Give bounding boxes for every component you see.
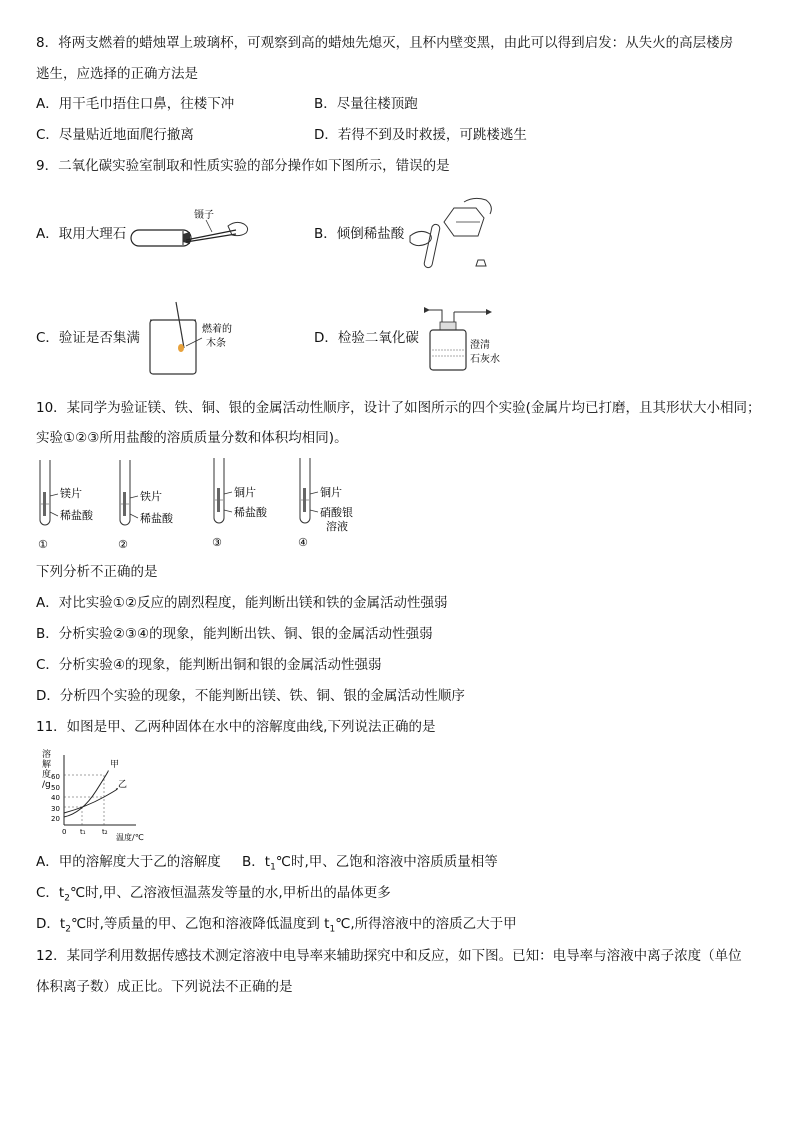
- q9-stem: 9．二氧化碳实验室制取和性质实验的部分操作如下图所示，错误的是: [36, 158, 450, 174]
- q9-option-c: C．验证是否集满: [36, 330, 140, 346]
- tube-2-number: ②: [118, 538, 128, 551]
- xtick-t1: t₁: [80, 828, 86, 836]
- q8-stem-line1: 8．将两支燃着的蜡烛罩上玻璃杯，可观察到高的蜡烛先熄灭，且杯内壁变黑，由此可以得到启发：从失火的高层楼房: [36, 35, 734, 51]
- xtick-t2: t₂: [102, 828, 108, 836]
- q9-option-b: B．倾倒稀盐酸: [314, 226, 405, 242]
- ylabel-char-4: /g: [42, 780, 51, 790]
- q9-option-d: D．检验二氧化碳: [314, 330, 419, 346]
- q10-option-b: B．分析实验②③④的现象，能判断出铁、铜、银的金属活动性强弱: [36, 626, 433, 642]
- q11-option-d: D．$t_2℃$时,等质量的甲、乙饱和溶液降低温度到 $t_1℃$,所得溶液中的溶质乙大于甲: [36, 916, 517, 935]
- tube-4-solution: 硝酸银: [320, 506, 353, 519]
- curve-yi: [64, 789, 118, 813]
- tube-1-number: ①: [38, 538, 48, 551]
- limewater-figure: [424, 304, 502, 374]
- test-tube-1: [38, 460, 94, 551]
- q8-option-c: C．尽量贴近地面爬行撤离: [36, 127, 194, 143]
- tube-4-metal: 铜片: [320, 486, 342, 499]
- limewater-label-2: 石灰水: [470, 354, 500, 365]
- q10-stem-line2: 实验①②③所用盐酸的溶质质量分数和体积均相同)。: [36, 430, 348, 446]
- test-tube-4: [298, 458, 353, 549]
- xtick-0: 0: [62, 828, 67, 836]
- q11-option-b: B．$t_1℃$时,甲、乙饱和溶液中溶质质量相等: [242, 854, 498, 873]
- test-tube-3: [212, 458, 268, 549]
- tube-1-metal: 镁片: [60, 487, 82, 500]
- tube-4-solution-2: 溶液: [326, 520, 348, 533]
- q11-option-c: C．$t_2℃$时,甲、乙溶液恒温蒸发等量的水,甲析出的晶体更多: [36, 885, 391, 904]
- burning-stick-label-2: 木条: [206, 338, 226, 349]
- ylabel-char-3: 度: [42, 770, 52, 780]
- tube-3-solution: 稀盐酸: [234, 506, 267, 519]
- tube-2-solution: 稀盐酸: [140, 512, 173, 525]
- tube-3-number: ③: [212, 536, 222, 549]
- q10-option-d: D．分析四个实验的现象，不能判断出镁、铁、铜、银的金属活动性顺序: [36, 688, 465, 704]
- ylabel-char-1: 溶: [42, 750, 52, 760]
- q8-option-a: A．用干毛巾捂住口鼻，往楼下冲: [36, 96, 235, 112]
- q9-option-a: A．取用大理石: [36, 226, 127, 242]
- q10-sub-stem: 下列分析不正确的是: [36, 564, 158, 580]
- test-tubes-figure: [30, 456, 370, 552]
- x-axis-label: 温度/℃: [116, 833, 144, 842]
- q12-stem-line1: 12．某同学利用数据传感技术测定溶液中电导率来辅助探究中和反应，如下图。已知：电导率与溶液中离子浓度（单位: [36, 948, 742, 964]
- test-tube-2: [118, 460, 174, 551]
- q10-option-c: C．分析实验④的现象，能判断出铜和银的金属活动性强弱: [36, 657, 382, 673]
- ytick-30: 30: [51, 805, 60, 813]
- tube-3-metal: 铜片: [234, 486, 256, 499]
- solubility-chart: [36, 747, 156, 843]
- q8-option-b: B．尽量往楼顶跑: [314, 96, 418, 112]
- pouring-acid-figure: [404, 194, 498, 278]
- ytick-40: 40: [51, 794, 60, 802]
- marble-tweezers-figure: [128, 206, 252, 258]
- tube-2-metal: 铁片: [140, 490, 162, 503]
- ytick-20: 20: [51, 815, 60, 823]
- ylabel-char-2: 解: [42, 760, 52, 770]
- burning-stick-figure: [142, 298, 254, 378]
- ytick-50: 50: [51, 784, 60, 792]
- q8-option-d: D．若得不到及时救援，可跳楼逃生: [314, 127, 527, 143]
- q12-stem-line2: 体积离子数）成正比。下列说法不正确的是: [36, 979, 293, 995]
- legend-jia: 甲: [110, 760, 120, 770]
- legend-yi: 乙: [118, 780, 128, 790]
- burning-stick-label-1: 燃着的: [202, 324, 232, 335]
- curve-jia: [64, 771, 108, 817]
- ytick-60: 60: [51, 773, 60, 781]
- tube-1-solution: 稀盐酸: [60, 509, 93, 522]
- q8-stem-line2: 逃生，应选择的正确方法是: [36, 66, 198, 82]
- q11-option-a: A．甲的溶解度大于乙的溶解度: [36, 854, 221, 870]
- q11-stem: 11．如图是甲、乙两种固体在水中的溶解度曲线,下列说法正确的是: [36, 719, 436, 735]
- tube-4-number: ④: [298, 536, 308, 549]
- q10-option-a: A．对比实验①②反应的剧烈程度，能判断出镁和铁的金属活动性强弱: [36, 595, 448, 611]
- tweezers-label: 镊子: [194, 210, 214, 221]
- q10-stem-line1: 10．某同学为验证镁、铁、铜、银的金属活动性顺序，设计了如图所示的四个实验(金属片均已打磨，且其形状大小相同；: [36, 400, 761, 416]
- limewater-label-1: 澄清: [470, 340, 490, 351]
